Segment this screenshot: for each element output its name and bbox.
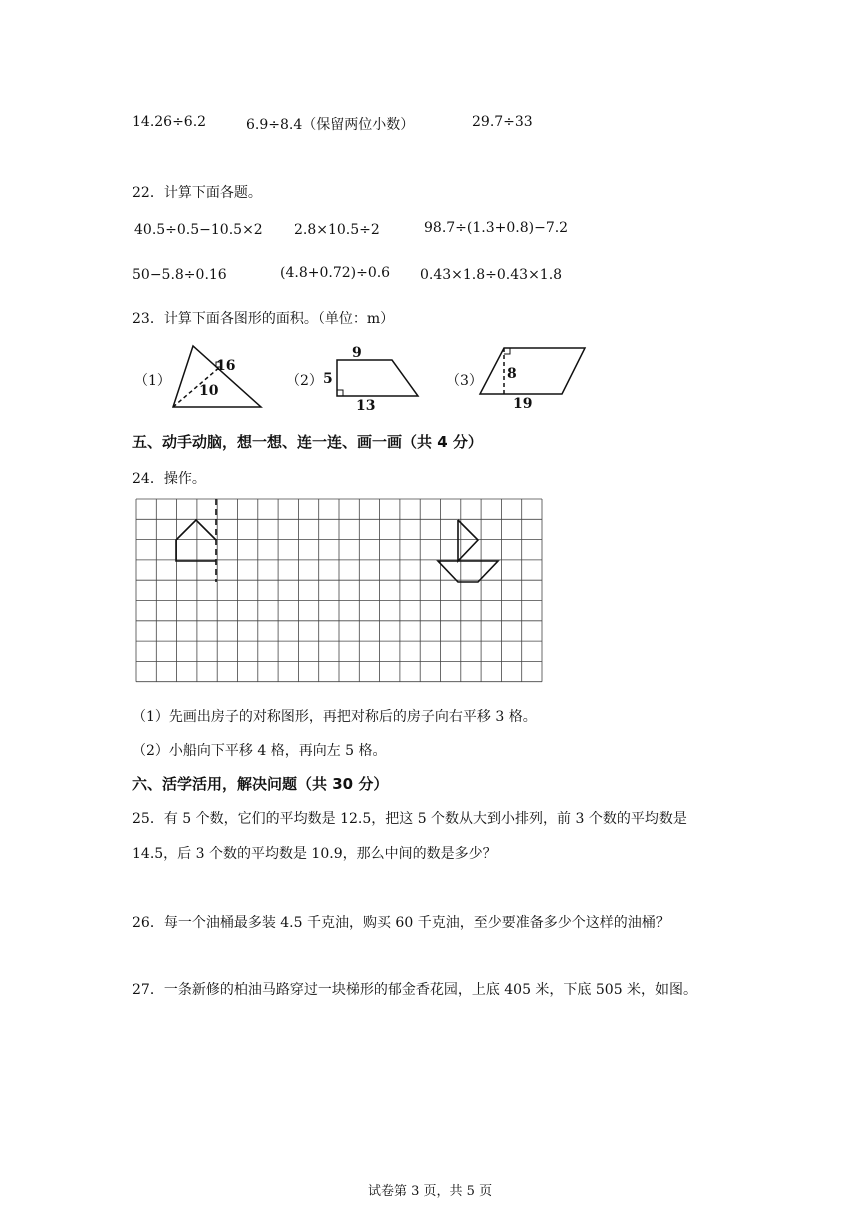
fig2-label: （2） xyxy=(286,373,323,389)
q21-item-3: 29.7÷33 xyxy=(472,114,533,130)
q25-line-2: 14.5，后 3 个数的平均数是 10.9，那么中间的数是多少？ xyxy=(132,846,497,862)
q26-text: 26．每一个油桶最多装 4.5 千克油，购买 60 千克油，至少要准备多少个这样的油桶？ xyxy=(132,915,670,931)
q22-expr-3: 98.7÷(1.3+0.8)−7.2 xyxy=(424,220,569,236)
q22-expr-2: 2.8×10.5÷2 xyxy=(294,222,380,238)
q27-text: 27．一条新修的柏油马路穿过一块梯形的郁金香花园，上底 405 米，下底 505 米，如图。 xyxy=(132,982,698,998)
fig1-num-10: 10 xyxy=(199,383,219,399)
q21-item-2: 6.9÷8.4（保留两位小数） xyxy=(246,117,415,133)
fig2-num-5: 5 xyxy=(323,371,333,387)
q22-expr-1: 40.5÷0.5−10.5×2 xyxy=(134,222,263,238)
fig2-num-13: 13 xyxy=(356,398,376,414)
q21-item-1: 14.26÷6.2 xyxy=(132,114,207,130)
q22-expr-4: 50−5.8÷0.16 xyxy=(132,267,227,283)
q24-instruction-1: （1）先画出房子的对称图形，再把对称后的房子向右平移 3 格。 xyxy=(132,709,537,725)
q25-line-1: 25．有 5 个数，它们的平均数是 12.5，把这 5 个数从大到小排列，前 3 个数的平均数是 xyxy=(132,811,687,827)
square-grid xyxy=(136,499,542,682)
fig3-label: （3） xyxy=(446,373,483,389)
parallelogram-figure xyxy=(480,348,585,394)
section5-heading: 五、动手动脑，想一想、连一连、画一画（共 4 分） xyxy=(132,433,483,451)
boat-shape xyxy=(438,520,498,582)
trapezoid-figure xyxy=(337,360,418,396)
q24-instruction-2: （2）小船向下平移 4 格，再向左 5 格。 xyxy=(132,743,387,759)
q22-expr-6: 0.43×1.8÷0.43×1.8 xyxy=(420,267,563,283)
house-shape xyxy=(176,520,216,561)
q23-title: 23．计算下面各图形的面积。（单位：m） xyxy=(132,311,395,327)
fig1-num-16: 16 xyxy=(216,358,236,374)
q24-title: 24．操作。 xyxy=(132,471,206,487)
q22-title: 22．计算下面各题。 xyxy=(132,185,262,201)
fig2-num-9: 9 xyxy=(352,345,362,361)
fig1-label: （1） xyxy=(134,373,171,389)
q22-expr-5: (4.8+0.72)÷0.6 xyxy=(280,265,391,281)
fig3-num-19: 19 xyxy=(513,396,533,412)
fig3-num-8: 8 xyxy=(507,366,517,382)
section6-heading: 六、活学活用，解决问题（共 30 分） xyxy=(132,775,389,793)
page-footer: 试卷第 3 页，共 5 页 xyxy=(368,1184,493,1199)
